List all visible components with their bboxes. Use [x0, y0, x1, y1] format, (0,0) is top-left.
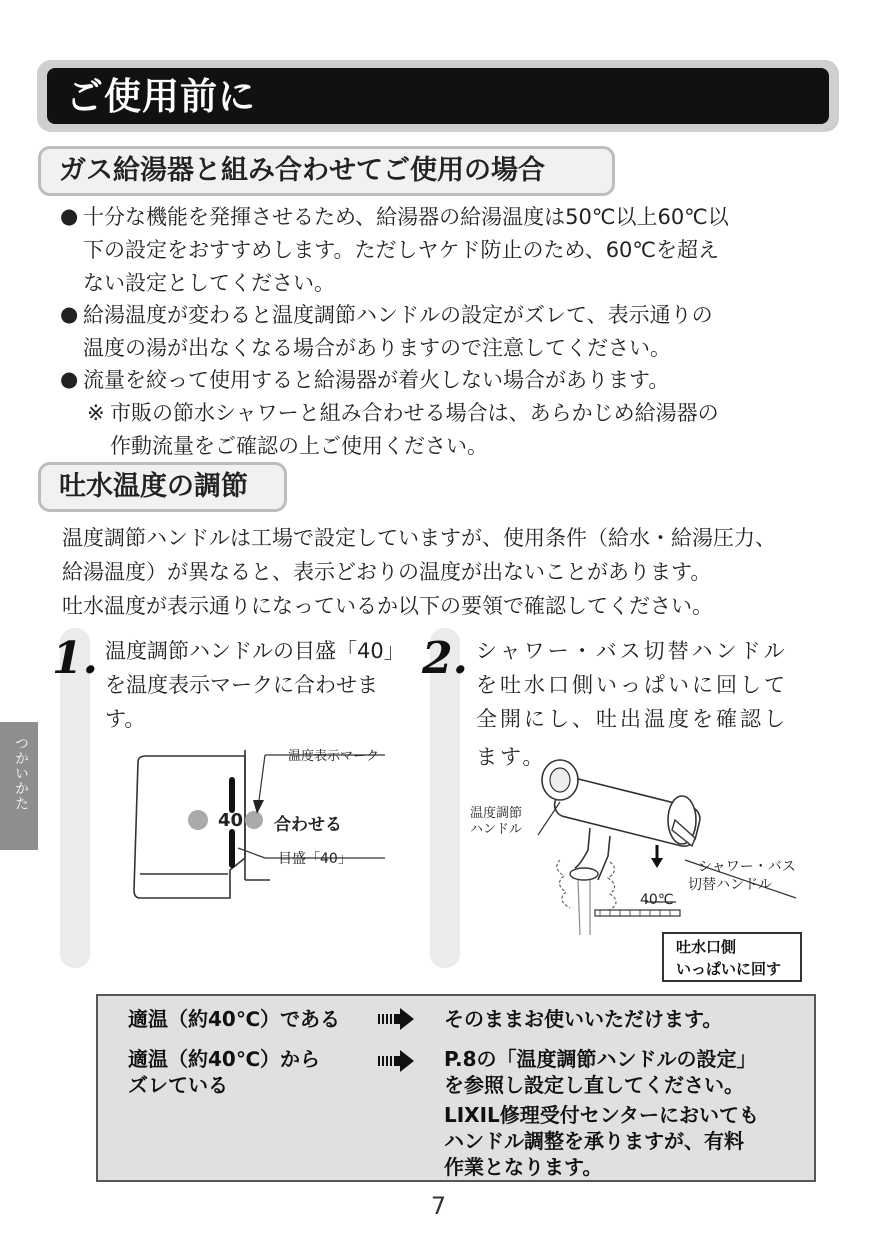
intro-line: 温度調節ハンドルは工場で設定していますが、使用条件（給水・給湯圧力、 — [62, 526, 776, 550]
row2-condition: ズレている — [128, 1073, 228, 1097]
section-heading-water-temp: 吐水温度の調節 — [38, 462, 287, 512]
row2-note: ハンドル調整を承りますが、有料 — [444, 1129, 744, 1153]
bullet-line: 流量を絞って使用すると給湯器が着火しない場合があります。 — [83, 368, 670, 392]
bullet-mark: ● — [60, 367, 79, 391]
step2-text: ます。 — [476, 745, 547, 769]
intro-line: 吐水温度が表示通りになっているか以下の要領で確認してください。 — [62, 594, 713, 618]
handle-label: 温度調節 ハンドル — [470, 806, 523, 837]
dial-illustration — [120, 740, 420, 910]
arrow-right-icon — [378, 1050, 416, 1072]
row1-action: そのままお使いいただけます。 — [444, 1007, 723, 1031]
bullet-line: 温度の湯が出なくなる場合がありますので注意してください。 — [83, 336, 671, 360]
bullet-mark: ● — [60, 204, 79, 228]
row2-note: LIXIL修理受付センターにおいても — [444, 1103, 759, 1127]
align-label: 合わせる — [274, 815, 342, 835]
step2-number: 2. — [422, 633, 468, 684]
step2-text: を吐水口側いっぱいに回して — [476, 673, 788, 697]
dial-value: 40 — [218, 810, 244, 831]
row2-action: を参照し設定し直してください。 — [444, 1073, 744, 1097]
arrow-right-icon — [378, 1008, 416, 1030]
step1-text: す。 — [105, 707, 146, 731]
row2-note: 作業となります。 — [444, 1155, 603, 1179]
bullet-line: 下の設定をおすすめします。ただしヤケド防止のため、60℃を超え — [83, 238, 719, 262]
bullet-line: ない設定としてください。 — [83, 271, 335, 295]
section-heading-gas-heater: ガス給湯器と組み合わせてご使用の場合 — [38, 146, 615, 196]
scale-label: 目盛「40」 — [278, 851, 352, 867]
switch-handle-label: シャワー・バス 切替ハンドル — [688, 859, 796, 893]
step1-text: 温度調節ハンドルの目盛「40」 — [105, 639, 405, 663]
note-line: 市販の節水シャワーと組み合わせる場合は、あらかじめ給湯器の — [110, 401, 719, 425]
bullet-line: 給湯温度が変わると温度調節ハンドルの設定がズレて、表示通りの — [83, 303, 713, 327]
row1-condition: 適温（約40℃）である — [128, 1007, 341, 1031]
step2-text: 全開にし、吐出温度を確認し — [476, 707, 788, 731]
mark-label: 温度表示マーク — [288, 749, 380, 764]
intro-line: 給湯温度）が異なると、表示どおりの温度が出ないことがあります。 — [62, 560, 712, 584]
bullet-line: 十分な機能を発揮させるため、給湯器の給湯温度は50℃以上60℃以 — [83, 205, 729, 229]
step1-number: 1. — [52, 633, 98, 684]
row2-condition: 適温（約40℃）から — [128, 1047, 321, 1071]
page-number: 7 — [430, 1192, 447, 1220]
step2-text: シャワー・バス切替ハンドル — [476, 639, 788, 663]
faucet-illustration — [460, 750, 820, 940]
bullet-mark: ● — [60, 302, 79, 326]
row2-action: P.8の「温度調節ハンドルの設定」 — [444, 1047, 757, 1071]
note-mark: ※ — [87, 401, 105, 425]
step1-text: を温度表示マークに合わせま — [105, 673, 378, 697]
side-tab-label: つかいかた — [13, 736, 29, 811]
page-title: ご使用前に — [66, 75, 256, 118]
note-line: 作動流量をご確認の上ご使用ください。 — [110, 434, 488, 458]
spout-side-box: 吐水口側 いっぱいに回す — [662, 932, 802, 982]
temp-label: 40℃ — [640, 892, 674, 908]
